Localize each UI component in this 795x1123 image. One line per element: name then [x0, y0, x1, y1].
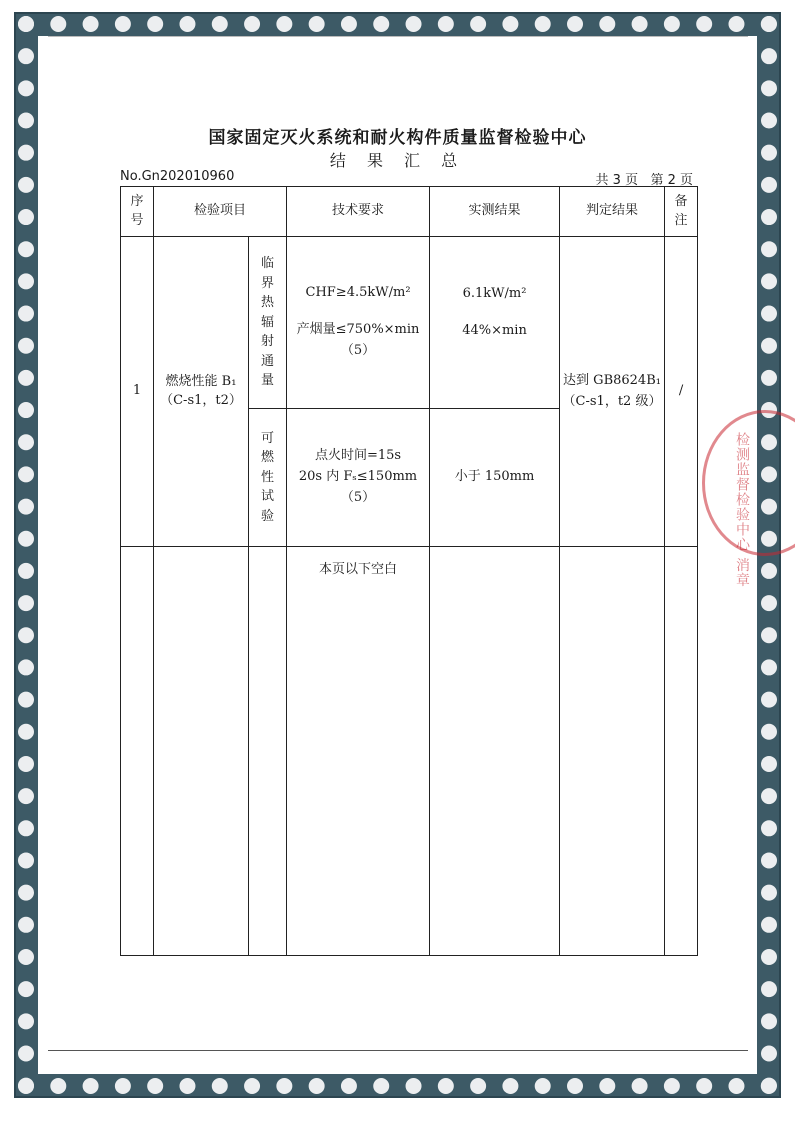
row-seq: 1 — [121, 237, 154, 547]
judgement-standard: 达到 GB8624B₁ — [563, 372, 661, 388]
document-subtitle: 结 果 汇 总 — [329, 151, 466, 170]
header-requirement: 技术要求 — [287, 187, 430, 237]
requirement-flammability — [287, 409, 430, 547]
blank-judgement — [560, 547, 665, 956]
req-smoke: 产烟量≤750%×min — [296, 322, 420, 338]
header-remark: 备注 — [665, 187, 698, 237]
table-row — [121, 547, 698, 956]
document-number: No.Gn202010960 — [120, 169, 235, 184]
top-divider — [48, 36, 748, 37]
req-flame-height: 20s 内 Fₛ≤150mm — [298, 469, 418, 485]
req-ref: （5） — [340, 489, 376, 505]
table-row — [121, 237, 698, 409]
bottom-divider — [48, 1050, 748, 1051]
stamp-text: 检测监督检验中心 消章 — [734, 432, 750, 588]
res-smoke: 44%×min — [462, 322, 527, 338]
result-flammability: 小于 150mm — [430, 409, 560, 547]
req-ref: （5） — [340, 342, 376, 358]
page-info: 共 3 页 第 2 页 — [595, 173, 693, 188]
blank-item — [154, 547, 249, 956]
header-item: 检验项目 — [154, 187, 287, 237]
req-chf: CHF≥4.5kW/m² — [305, 285, 411, 301]
blank-sub — [249, 547, 287, 956]
header-measured: 实测结果 — [430, 187, 560, 237]
results-table — [120, 186, 698, 956]
blank-measured — [430, 547, 560, 956]
requirement-critical-flux — [287, 237, 430, 409]
table-header-row — [121, 187, 698, 237]
document-title: 国家固定灭火系统和耐火构件质量监督检验中心 — [208, 128, 587, 148]
subitem-critical-flux: 临界热辐射通量 — [249, 237, 287, 409]
row-item — [154, 237, 249, 547]
judgement-cell — [560, 237, 665, 547]
header-seq: 序号 — [121, 187, 154, 237]
blank-seq — [121, 547, 154, 956]
res-chf: 6.1kW/m² — [462, 285, 527, 301]
header-judgement: 判定结果 — [560, 187, 665, 237]
item-class: （C-s1，t2） — [160, 392, 242, 408]
remark-cell: / — [665, 237, 698, 547]
subitem-flammability: 可燃性试验 — [249, 409, 287, 547]
judgement-class: （C-s1，t2 级） — [562, 393, 662, 409]
req-ignition: 点火时间=15s — [314, 448, 402, 464]
result-critical-flux — [430, 237, 560, 409]
blank-note: 本页以下空白 — [287, 547, 430, 956]
blank-remark — [665, 547, 698, 956]
item-name: 燃烧性能 B₁ — [165, 373, 237, 389]
